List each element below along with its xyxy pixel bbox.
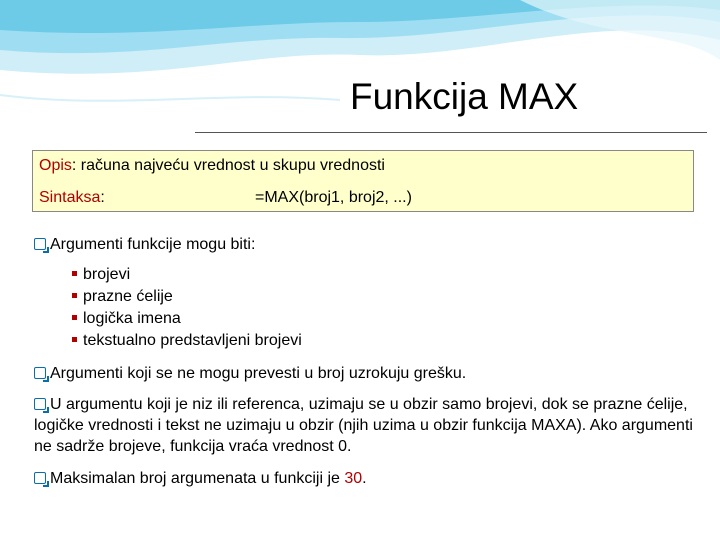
point-text: Argumenti koji se ne mogu prevesti u broj uzrokuju grešku. (50, 365, 467, 382)
square-bullet-icon (72, 337, 77, 342)
point-arguments (34, 234, 704, 255)
square-bullet-icon (72, 293, 77, 298)
list-item: brojevi (72, 264, 302, 286)
description-label: Opis (39, 157, 72, 174)
point-text: Argumenti funkcije mogu biti: (50, 236, 256, 253)
title-underline (195, 132, 707, 133)
syntax-line (39, 189, 105, 207)
slide-title: Funkcija MAX (350, 76, 579, 117)
point-text: Maksimalan broj argumenata u funkciji je (50, 470, 345, 487)
checkbox-bullet-icon (34, 398, 46, 410)
argument-types-list (72, 264, 302, 352)
syntax-label: Sintaksa (39, 189, 101, 206)
point-max-arguments (34, 468, 704, 489)
description-text: : računa najveću vrednost u skupu vrednosti (71, 157, 385, 174)
square-bullet-icon (72, 315, 77, 320)
description-line (39, 157, 385, 175)
square-bullet-icon (72, 271, 77, 276)
syntax-colon: : (100, 189, 105, 206)
max-arguments-number: 30 (344, 470, 363, 487)
definition-box (32, 150, 694, 212)
point-errors (34, 363, 704, 384)
list-item: tekstualno predstavljeni brojevi (72, 330, 302, 352)
checkbox-bullet-icon (34, 472, 46, 484)
list-item: logička imena (72, 308, 302, 330)
point-end: . (362, 470, 367, 487)
checkbox-bullet-icon (34, 367, 46, 379)
checkbox-bullet-icon (34, 238, 46, 250)
syntax-value: =MAX(broj1, broj2, ...) (255, 189, 412, 206)
point-references (34, 394, 704, 457)
point-text: U argumentu koji je niz ili referenca, uzimaju se u obzir samo brojevi, dok se prazne ćelije, logičke vrednosti i tekst ne uzimaju u obzir (njih uzima u obzir funkcija MAXA). Ako argumenti ne sadrže brojeve, funkcija vraća vrednost 0. (34, 396, 693, 455)
list-item: prazne ćelije (72, 286, 302, 308)
